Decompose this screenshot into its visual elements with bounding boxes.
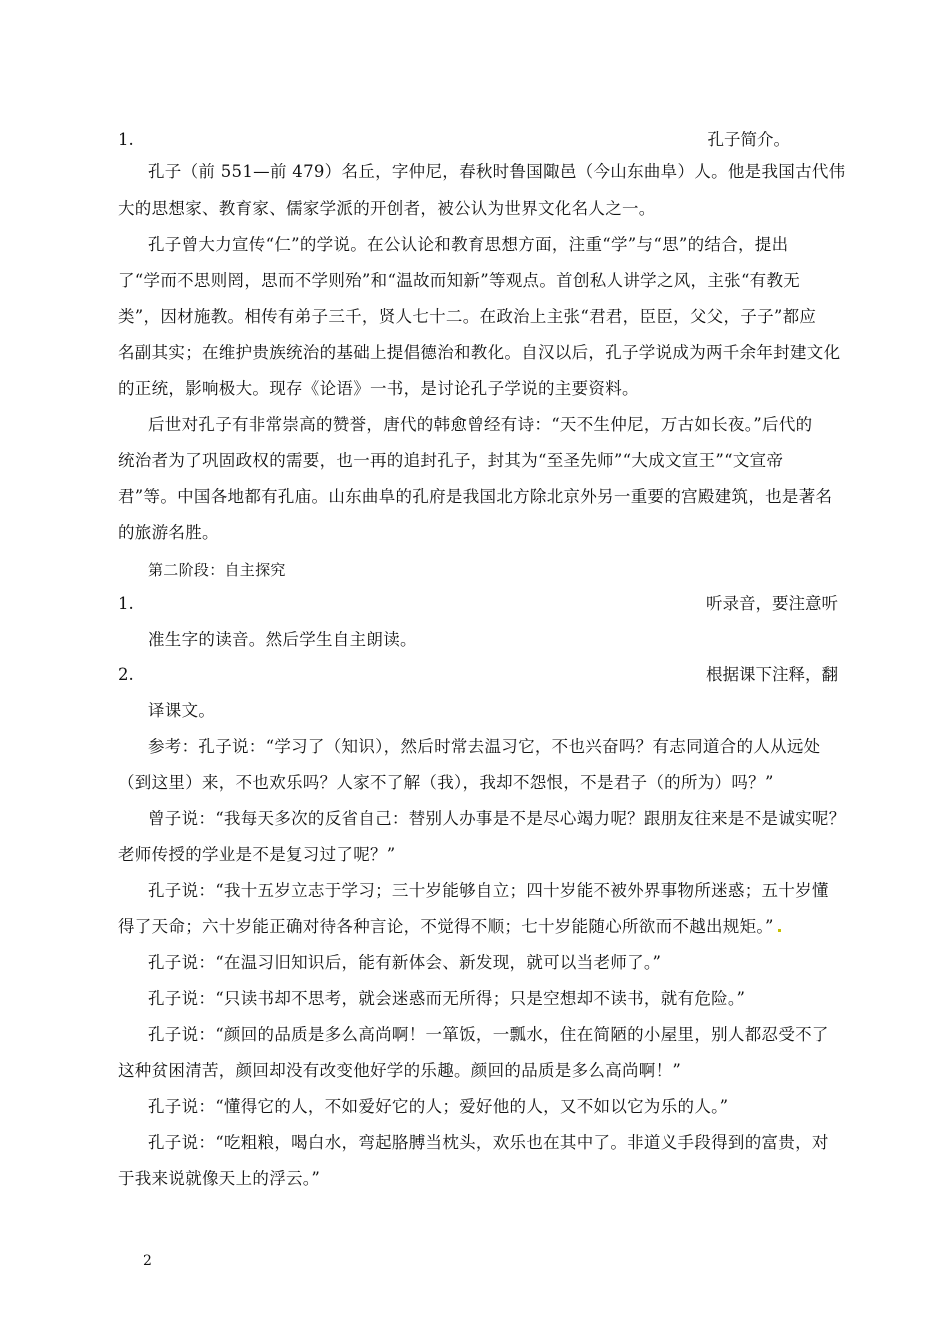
translation-line: （到这里）来，不也欢乐吗？人家不了解（我），我却不怨恨，不是君子（的所为）吗？” (118, 773, 774, 792)
paragraph-line: 大的思想家、教育家、儒家学派的开创者，被公认为世界文化名人之一。 (118, 199, 656, 218)
paragraph-line: 孔子曾大力宣传“仁”的学说。在公认论和教育思想方面，注重“学”与“思”的结合，提出 (148, 235, 789, 254)
translation-text: 得了天命；六十岁能正确对待各种言论，不觉得不顺；七十岁能随心所欲而不越出规矩。” (118, 917, 774, 936)
item-number: 2. (118, 665, 134, 684)
translation-line: 孔子说：“只读书却不思考，就会迷惑而无所得；只是空想却不读书，就有危险。” (148, 989, 746, 1008)
paragraph-line: 名副其实；在维护贵族统治的基础上提倡德治和教化。自汉以后，孔子学说成为两千余年封建文化 (118, 343, 841, 362)
paragraph-line: 了“学而不思则罔，思而不学则殆”和“温故而知新”等观点。首创私人讲学之风，主张“有教无 (118, 271, 801, 290)
translation-line: 孔子说：“懂得它的人，不如爱好它的人；爱好他的人，又不如以它为乐的人。” (148, 1097, 729, 1116)
paragraph-line: 的正统，影响极大。现存《论语》一书，是讨论孔子学说的主要资料。 (118, 379, 639, 398)
translation-line: 孔子说：“我十五岁立志于学习；三十岁能够自立；四十岁能不被外界事物所迷惑；五十岁懂 (148, 881, 829, 900)
marker-dot (778, 929, 781, 932)
translation-line: 参考：孔子说：“学习了（知识），然后时常去温习它，不也兴奋吗？有志同道合的人从远处 (148, 737, 821, 756)
page-number: 2 (143, 1253, 152, 1269)
translation-line: 老师传授的学业是不是复习过了呢？” (118, 845, 396, 864)
section-number: 1. (118, 130, 134, 149)
translation-line: 于我来说就像天上的浮云。” (118, 1169, 321, 1188)
item-text-right: 根据课下注释，翻 (706, 665, 838, 684)
translation-line: 孔子说：“在温习旧知识后，能有新体会、新发现，就可以当老师了。” (148, 953, 662, 972)
paragraph-line: 的旅游名胜。 (118, 523, 219, 542)
item-text-continued: 译课文。 (148, 701, 216, 720)
section-heading: 孔子简介。 (707, 130, 790, 149)
paragraph-line: 君”等。中国各地都有孔庙。山东曲阜的孔府是我国北方除北京外另一重要的宫殿建筑，也是著名 (118, 487, 833, 506)
item-text-right: 听录音，要注意听 (706, 594, 838, 613)
item-number: 1. (118, 594, 134, 613)
translation-line: 孔子说：“颜回的品质是多么高尚啊！一箪饭，一瓢水，住在简陋的小屋里，别人都忍受不了 (148, 1025, 829, 1044)
translation-line: 孔子说：“吃粗粮，喝白水，弯起胳膊当枕头，欢乐也在其中了。非道义手段得到的富贵，对 (148, 1133, 829, 1152)
paragraph-line: 孔子（前 551—前 479）名丘，字仲尼，春秋时鲁国陬邑（今山东曲阜）人。他是我国古代伟 (148, 162, 846, 181)
stage-title: 第二阶段：自主探究 (148, 561, 286, 579)
paragraph-line: 类”，因材施教。相传有弟子三千，贤人七十二。在政治上主张“君君，臣臣，父父，子子”都应 (118, 307, 817, 326)
item-text-continued: 准生字的读音。然后学生自主朗读。 (148, 630, 417, 649)
translation-line (118, 915, 838, 939)
translation-line: 曾子说：“我每天多次的反省自己：替别人办事是不是尽心竭力呢？跟朋友往来是不是诚实呢？ (148, 809, 846, 828)
translation-line: 这种贫困清苦，颜回却没有改变他好学的乐趣。颜回的品质是多么高尚啊！” (118, 1061, 682, 1080)
paragraph-line: 后世对孔子有非常崇高的赞誉，唐代的韩愈曾经有诗：“天不生仲尼，万古如长夜。”后代的 (148, 415, 813, 434)
paragraph-line: 统治者为了巩固政权的需要，也一再的追封孔子，封其为“至圣先师”“大成文宣王”“文宣帝 (118, 451, 784, 470)
